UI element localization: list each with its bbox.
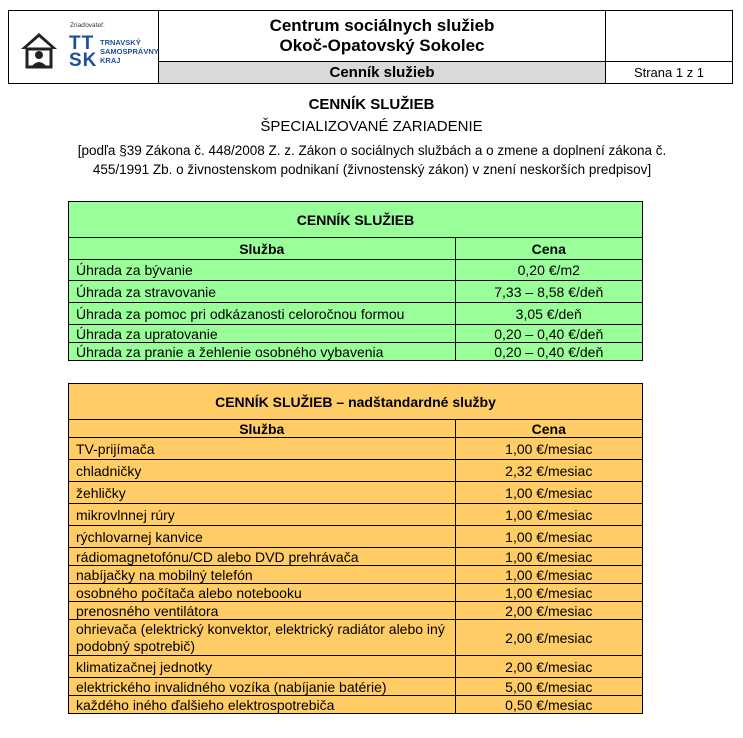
doc-title: Cenník služieb	[159, 62, 606, 84]
table-row	[69, 566, 643, 584]
price-cell: 2,00 €/mesiac	[455, 656, 642, 678]
house-icon	[17, 27, 61, 71]
founder-label: Zriaďovateľ:	[70, 22, 105, 29]
table-row	[69, 460, 643, 482]
table-row	[69, 260, 643, 281]
table-row	[69, 482, 643, 504]
service-cell: Úhrada za pomoc pri odkázanosti celoročnou formou	[69, 303, 456, 325]
price-cell: 7,33 – 8,58 €/deň	[455, 281, 642, 303]
service-cell: Úhrada za pranie a žehlenie osobného vybavenia	[69, 343, 456, 361]
org-name-line-1: Centrum sociálnych služieb	[269, 16, 495, 35]
table-caption: CENNÍK SLUŽIEB – nadštandardné služby	[69, 384, 643, 420]
page-info: Strana 1 z 1	[606, 62, 733, 84]
table-row	[69, 548, 643, 566]
service-cell: Úhrada za bývanie	[69, 260, 456, 281]
table-row	[69, 696, 643, 714]
price-cell: 2,32 €/mesiac	[455, 460, 642, 482]
extra-price-table	[68, 383, 643, 714]
logo-mark: TT SK	[69, 33, 98, 71]
table-row	[69, 343, 643, 361]
document-header	[8, 10, 733, 84]
service-cell: osobného počítača alebo notebooku	[69, 584, 456, 602]
tsk-logo	[17, 19, 157, 79]
price-cell: 0,20 – 0,40 €/deň	[455, 343, 642, 361]
sub-heading: ŠPECIALIZOVANÉ ZARIADENIE	[260, 118, 483, 135]
price-cell: 1,00 €/mesiac	[455, 566, 642, 584]
price-cell: 1,00 €/mesiac	[455, 584, 642, 602]
price-cell: 1,00 €/mesiac	[455, 482, 642, 504]
service-cell: žehličky	[69, 482, 456, 504]
column-header-price: Cena	[455, 420, 642, 438]
table-row	[69, 325, 643, 343]
price-cell: 2,00 €/mesiac	[455, 602, 642, 620]
legal-line-2: 455/1991 Zb. o živnostenskom podnikaní (živnostenský zákon) v znení neskorších predpisov]	[92, 162, 652, 177]
service-cell: Úhrada za upratovanie	[69, 325, 456, 343]
column-header-price: Cena	[455, 238, 642, 260]
price-cell: 5,00 €/mesiac	[455, 678, 642, 696]
table-row	[69, 602, 643, 620]
table-row	[69, 303, 643, 325]
table-row	[69, 438, 643, 460]
main-heading: CENNÍK SLUŽIEB	[308, 96, 435, 113]
legal-line-1: [podľa §39 Zákona č. 448/2008 Z. z. Zákon o sociálnych službách a o zmene a doplnení zákona č.	[77, 143, 667, 158]
service-cell: chladničky	[69, 460, 456, 482]
table-row	[69, 281, 643, 303]
price-cell: 3,05 €/deň	[455, 303, 642, 325]
basic-price-table	[68, 201, 643, 361]
logo-line-1: TRNAVSKÝ	[100, 38, 141, 47]
table-row	[69, 656, 643, 678]
service-cell: mikrovlnnej rúry	[69, 504, 456, 526]
service-cell: rádiomagnetofónu/CD alebo DVD prehrávača	[69, 548, 456, 566]
logo-region-name	[100, 38, 159, 65]
org-name-line-2: Okoč-Opatovský Sokolec	[279, 36, 485, 55]
price-cell: 1,00 €/mesiac	[455, 438, 642, 460]
column-header-service: Služba	[69, 238, 456, 260]
column-header-service: Služba	[69, 420, 456, 438]
logo-cell	[9, 11, 159, 84]
table-row	[69, 526, 643, 548]
price-cell: 1,00 €/mesiac	[455, 504, 642, 526]
price-cell: 1,00 €/mesiac	[455, 548, 642, 566]
service-cell: TV-prijímača	[69, 438, 456, 460]
service-cell: rýchlovarnej kanvice	[69, 526, 456, 548]
price-cell: 0,50 €/mesiac	[455, 696, 642, 714]
service-cell: nabíjačky na mobilný telefón	[69, 566, 456, 584]
price-cell: 0,20 – 0,40 €/deň	[455, 325, 642, 343]
logo-line-2: SAMOSPRÁVNY	[100, 47, 159, 56]
service-cell: prenosného ventilátora	[69, 602, 456, 620]
organization-name	[159, 11, 606, 62]
service-cell: klimatizačnej jednotky	[69, 656, 456, 678]
table-row	[69, 620, 643, 656]
table-row	[69, 504, 643, 526]
table-row	[69, 678, 643, 696]
price-cell: 1,00 €/mesiac	[455, 526, 642, 548]
logo-line-3: KRAJ	[100, 56, 121, 65]
service-cell: ohrievača (elektrický konvektor, elektrický radiátor alebo iný podobný spotrebič)	[69, 620, 456, 656]
service-cell: Úhrada za stravovanie	[69, 281, 456, 303]
service-cell: elektrického invalidného vozíka (nabíjanie batérie)	[69, 678, 456, 696]
price-cell: 0,20 €/m2	[455, 260, 642, 281]
table-caption: CENNÍK SLUŽIEB	[69, 202, 643, 238]
legal-reference	[22, 141, 722, 179]
table-row	[69, 584, 643, 602]
price-cell: 2,00 €/mesiac	[455, 620, 642, 656]
header-blank-cell	[606, 11, 733, 62]
service-cell: každého iného ďalšieho elektrospotrebiča	[69, 696, 456, 714]
